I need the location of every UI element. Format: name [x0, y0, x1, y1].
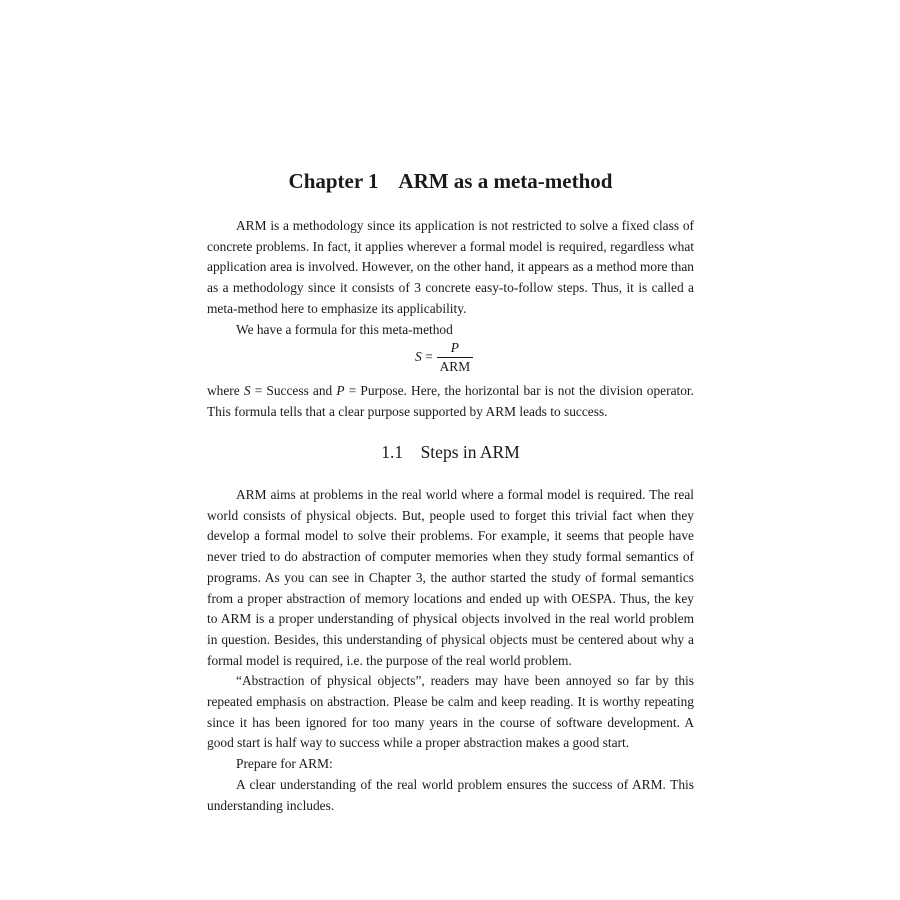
body-paragraph-1: ARM aims at problems in the real world where a formal model is required. The real world consists of physical objects. But, people used to forget this trivial fact when they develop a formal model to solve their problems. For example, it seems that people have never tried to do abstraction of computer memories when they study formal semantics of programs. As you can see in Chapter 3, the author started the study of formal semantics from a proper abstraction of memory locations and ended up with OESPA. Thus, the key to ARM is a proper understanding of physical objects involved in the real world problem in question. Besides, this understanding of physical objects must be centered about why a formal model is required, i.e. the purpose of the real world problem. — [207, 487, 694, 668]
success-formula — [415, 338, 473, 376]
intro-text — [207, 216, 694, 340]
intro-paragraph-1: ARM is a methodology since its application is not restricted to solve a fixed class of concrete problems. In fact, it applies wherever a formal model is required, regardless what application area is involved. However, on the other hand, it appears as a method more than as a methodology since it consists of 3 concrete easy-to-follow steps. Thus, it is called a meta-method here to emphasize its applicability. — [207, 218, 694, 316]
body-paragraph-3: Prepare for ARM: — [236, 756, 333, 772]
section-title: 1.1 Steps in ARM — [381, 442, 520, 462]
formula-variable-s: S — [415, 349, 422, 364]
formula-explanation — [207, 381, 694, 422]
formula-note-var-p: P — [336, 383, 345, 398]
formula-fraction — [437, 340, 474, 375]
chapter-title: Chapter 1 ARM as a meta-method — [288, 169, 613, 193]
formula-note-text-3: = Purpose. Here, the horizontal bar is not the division operator. This formula tells that a clear purpose supported by ARM leads to success. — [207, 383, 695, 419]
formula-numerator: P — [450, 339, 459, 355]
formula-lhs — [415, 349, 433, 365]
formula-denominator: ARM — [437, 357, 474, 375]
body-paragraph-2: “Abstraction of physical objects”, readers may have been annoyed so far by this repeated emphasis on abstraction. Please be calm and keep reading. It is worthy repeating since it has been ignored for too many years in the course of software development. A good start is half way to success while a proper abstraction makes a good start. — [207, 673, 694, 751]
formula-equals: = — [425, 349, 433, 364]
intro-paragraph-2: We have a formula for this meta-method — [236, 321, 453, 337]
formula-note-var-s: S — [243, 383, 251, 398]
formula-note-text-2: = Success and — [250, 383, 337, 398]
body-paragraph-4: A clear understanding of the real world problem ensures the success of ARM. This understanding includes. — [207, 776, 694, 813]
formula-note-text-1: where — [207, 383, 244, 398]
section-body — [207, 485, 694, 816]
formula-note-paragraph — [207, 381, 694, 422]
